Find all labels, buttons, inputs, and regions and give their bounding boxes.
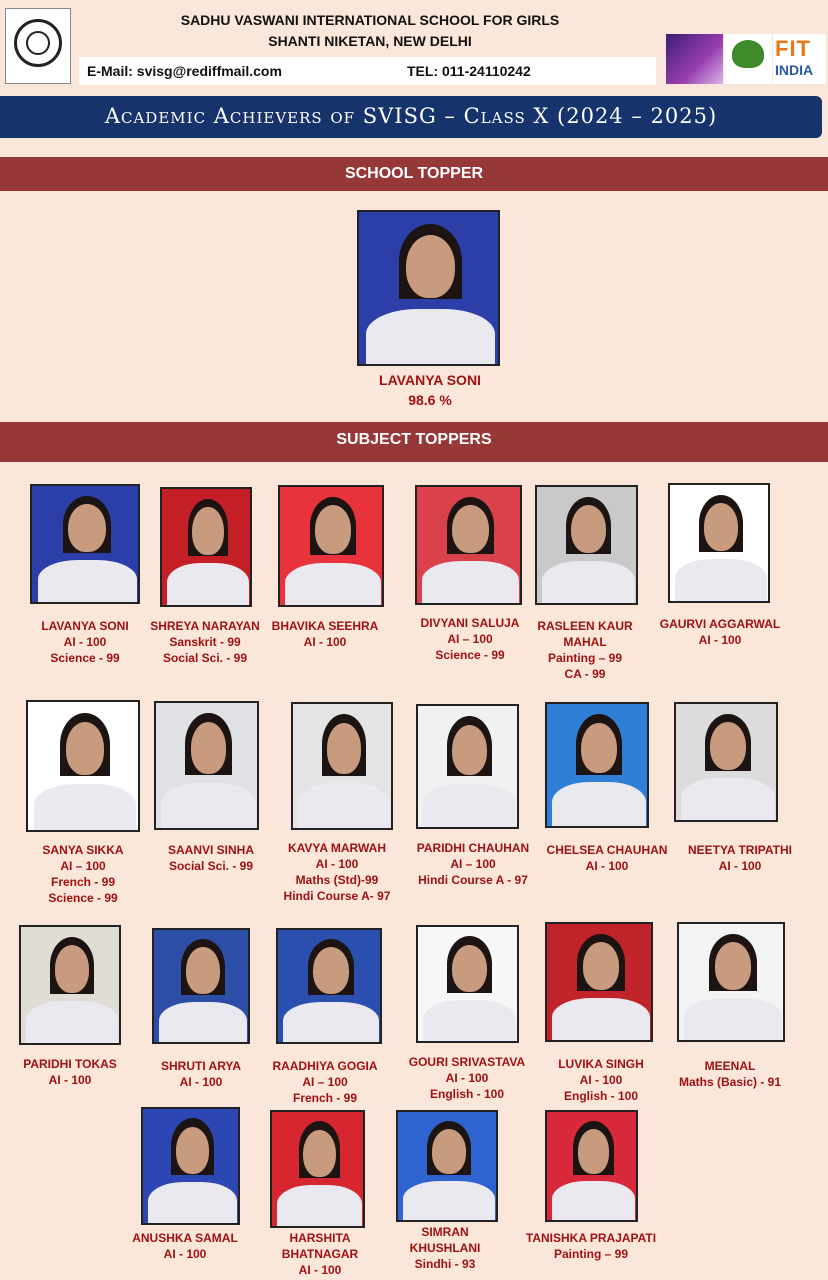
student-name: PARIDHI CHAUHAN: [416, 841, 530, 855]
student-photo: [19, 925, 121, 1045]
fit-india-logo-top: FIT: [775, 36, 811, 61]
student-photo: [545, 922, 653, 1042]
student-score: AI – 100: [450, 857, 496, 871]
student-photo: [278, 485, 384, 607]
student-score: English - 100: [563, 1089, 639, 1103]
student-photo: [674, 702, 778, 822]
student-score: AI – 100: [302, 1075, 348, 1089]
student-caption: [390, 1224, 500, 1272]
student-score: Social Sci. - 99: [168, 859, 254, 873]
student-photo: [276, 928, 382, 1044]
school-name: [80, 10, 660, 52]
student-name: LAVANYA SONI: [41, 619, 129, 633]
student-photo: [416, 925, 519, 1043]
student-name: SHREYA NARAYAN: [150, 619, 260, 633]
title-banner: [0, 96, 822, 138]
student-name: SANYA SIKKA: [42, 843, 124, 857]
school-topper-photo: [357, 210, 500, 366]
student-caption: [520, 618, 650, 682]
student-score: Maths (Basic) - 91: [678, 1075, 782, 1089]
student-caption: [398, 840, 548, 888]
student-name: HARSHITA BHATNAGAR: [281, 1231, 359, 1261]
subject-toppers-heading: SUBJECT TOPPERS: [336, 431, 492, 448]
student-score: Science - 99: [50, 651, 120, 665]
student-caption: [670, 842, 810, 874]
student-caption: [516, 1230, 666, 1262]
school-name-line2: SHANTI NIKETAN, NEW DELHI: [268, 33, 472, 49]
tree-logo-icon: [724, 34, 772, 84]
school-header: [0, 0, 828, 90]
student-score: Hindi Course A- 97: [283, 889, 391, 903]
email-text: E-Mail: svisg@rediffmail.com: [87, 63, 282, 79]
student-caption: [665, 1058, 795, 1090]
student-score: AI - 100: [63, 635, 107, 649]
student-name: TANISHKA PRAJAPATI: [525, 1231, 657, 1245]
student-name: SIMRAN KHUSHLANI: [409, 1225, 481, 1255]
student-name: RASLEEN KAUR MAHAL: [537, 619, 633, 649]
student-name: GOURI SRIVASTAVA: [408, 1055, 526, 1069]
student-caption: [146, 842, 276, 874]
student-score: Science - 99: [435, 648, 505, 662]
school-topper-heading-bar: [0, 157, 828, 191]
student-name: MEENAL: [704, 1059, 756, 1073]
student-score: Painting – 99: [553, 1247, 629, 1261]
student-photo: [677, 922, 785, 1042]
student-score: Sanskrit - 99: [169, 635, 241, 649]
school-topper-caption: [330, 370, 530, 410]
school-name-line1: SADHU VASWANI INTERNATIONAL SCHOOL FOR GIRLS: [180, 12, 560, 28]
student-name: DIVYANI SALUJA: [420, 616, 520, 630]
student-caption: [20, 618, 150, 666]
student-photo: [668, 483, 770, 603]
student-name: SAANVI SINHA: [167, 843, 254, 857]
page-title: Academic Achievers of SVISG – Class X (2024 – 2025): [104, 104, 718, 128]
student-caption: [392, 1054, 542, 1102]
student-name: CHELSEA CHAUHAN: [546, 843, 668, 857]
student-caption: [136, 1058, 266, 1090]
school-topper-score: 98.6 %: [408, 392, 452, 408]
student-photo: [30, 484, 140, 604]
student-score: AI – 100: [60, 859, 106, 873]
student-name: ANUSHKA SAMAL: [132, 1231, 238, 1245]
student-caption: [115, 1230, 255, 1262]
student-score: AI - 100: [718, 859, 762, 873]
student-name: KAVYA MARWAH: [287, 841, 386, 855]
student-photo: [291, 702, 393, 830]
student-photo: [154, 701, 259, 830]
student-score: AI - 100: [48, 1073, 92, 1087]
student-caption: [255, 1230, 385, 1278]
student-name: BHAVIKA SEEHRA: [271, 619, 379, 633]
student-name: RAADHIYA GOGIA: [272, 1059, 378, 1073]
student-score: Maths (Std)-99: [295, 873, 379, 887]
student-score: Science - 99: [48, 891, 118, 905]
school-topper-name: LAVANYA SONI: [379, 372, 481, 388]
student-score: AI - 100: [585, 859, 629, 873]
fit-india-logo-bottom: INDIA: [775, 62, 814, 78]
student-score: French - 99: [292, 1091, 358, 1105]
contact-bar: [79, 57, 656, 85]
student-caption: [140, 618, 270, 666]
student-score: CA - 99: [564, 667, 606, 681]
student-name: NEETYA TRIPATHI: [687, 843, 792, 857]
student-score: AI - 100: [303, 635, 347, 649]
student-photo: [270, 1110, 365, 1228]
student-photo: [160, 487, 252, 607]
student-caption: [655, 616, 785, 648]
student-name: LUVIKA SINGH: [558, 1057, 644, 1071]
student-caption: [18, 842, 148, 906]
student-name: PARIDHI TOKAS: [23, 1057, 117, 1071]
student-photo: [141, 1107, 240, 1225]
student-score: English - 100: [429, 1087, 505, 1101]
student-photo: [545, 702, 649, 828]
student-score: Hindi Course A - 97: [418, 873, 528, 887]
student-score: AI - 100: [698, 633, 742, 647]
student-name: GAURVI AGGARWAL: [659, 617, 781, 631]
international-dimension-logo-icon: [666, 34, 723, 84]
student-score: French - 99: [50, 875, 116, 889]
affiliation-logos: [666, 34, 826, 84]
student-score: AI – 100: [447, 632, 493, 646]
student-score: AI - 100: [579, 1073, 623, 1087]
student-photo: [415, 485, 522, 605]
student-caption: [532, 842, 682, 874]
student-score: Painting – 99: [547, 651, 623, 665]
student-photo: [535, 485, 638, 605]
student-score: AI - 100: [163, 1247, 207, 1261]
student-score: AI - 100: [315, 857, 359, 871]
student-score: AI - 100: [298, 1263, 342, 1277]
student-photo: [26, 700, 140, 832]
student-photo: [416, 704, 519, 829]
student-caption: [260, 1058, 390, 1106]
student-photo: [152, 928, 250, 1044]
fit-india-logo: [773, 34, 826, 84]
student-score: Sindhi - 93: [414, 1257, 476, 1271]
student-caption: [10, 1056, 130, 1088]
school-logo-icon: [5, 8, 71, 84]
student-caption: [262, 840, 412, 904]
tel-text: TEL: 011-24110242: [407, 63, 531, 79]
student-caption: [260, 618, 390, 650]
student-score: Social Sci. - 99: [162, 651, 248, 665]
student-score: AI - 100: [179, 1075, 223, 1089]
student-name: SHRUTI ARYA: [160, 1059, 241, 1073]
student-score: AI - 100: [445, 1071, 489, 1085]
student-caption: [536, 1056, 666, 1104]
student-photo: [545, 1110, 638, 1222]
student-photo: [396, 1110, 498, 1222]
subject-toppers-heading-bar: [0, 422, 828, 462]
school-topper-heading: SCHOOL TOPPER: [344, 165, 484, 182]
